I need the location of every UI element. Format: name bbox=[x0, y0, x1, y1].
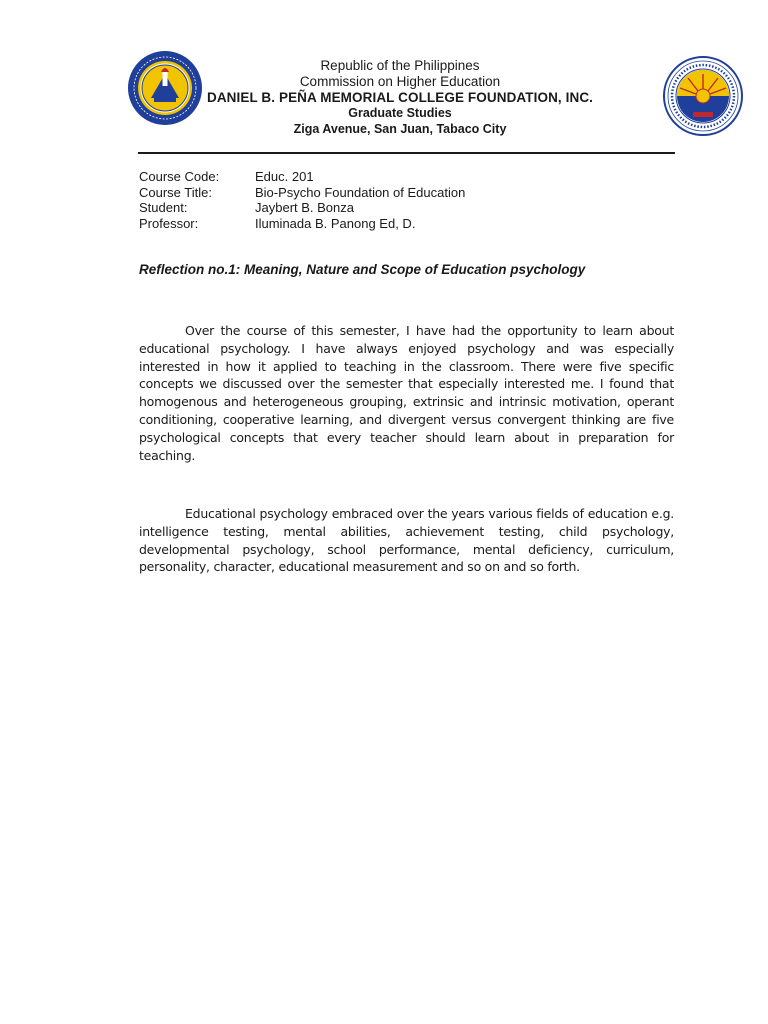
student-row bbox=[139, 200, 659, 216]
ched-seal-icon bbox=[663, 56, 743, 136]
course-title-value: Bio-Psycho Foundation of Education bbox=[255, 184, 466, 200]
header-country: Republic of the Philippines bbox=[320, 58, 480, 73]
student-value: Jaybert B. Bonza bbox=[255, 200, 354, 215]
body-paragraph: Educational psychology embraced over the years various fields of education e.g. intelligence testing, mental abilities, achievement testing, child psychology, developmental psychology, school performance, mental deficiency, curriculum, personality, character, educational measurement and so on and so forth. bbox=[139, 506, 674, 575]
student-label: Student: bbox=[139, 200, 188, 215]
body-paragraph-1-wrap bbox=[139, 322, 674, 464]
header-department: Graduate Studies bbox=[348, 106, 452, 120]
course-code-value: Educ. 201 bbox=[255, 169, 314, 184]
course-info bbox=[139, 169, 659, 231]
professor-label: Professor: bbox=[139, 215, 199, 231]
body-paragraph-2-wrap bbox=[139, 505, 674, 576]
header-commission: Commission on Higher Education bbox=[299, 74, 501, 89]
course-code-row bbox=[139, 169, 659, 185]
course-code-label: Course Code: bbox=[139, 169, 220, 184]
course-title-row bbox=[139, 185, 659, 201]
header-address: Ziga Avenue, San Juan, Tabaco City bbox=[293, 122, 507, 136]
professor-row bbox=[139, 216, 659, 232]
reflection-title: Reflection no.1: Meaning, Nature and Scope of Education psychology bbox=[139, 262, 586, 277]
header-divider bbox=[138, 152, 675, 154]
letterhead bbox=[190, 58, 610, 137]
header-institution: DANIEL B. PEÑA MEMORIAL COLLEGE FOUNDATION, INC. bbox=[206, 90, 594, 105]
course-title-label: Course Title: bbox=[139, 184, 212, 200]
body-paragraph: Over the course of this semester, I have had the opportunity to learn about educational psychology. I have always enjoyed psychology and was especially interested in how it applied to teaching in the classroom. There were five specific concepts we discussed over the semester that especially interested me. I found that homogenous and heterogeneous grouping, extrinsic and intrinsic motivation, operant conditioning, cooperative learning, and divergent versus convergent thinking are five psychological concepts that every teacher should learn about in preparation for teaching. bbox=[139, 323, 674, 463]
professor-value: Iluminada B. Panong Ed, D. bbox=[255, 215, 416, 231]
